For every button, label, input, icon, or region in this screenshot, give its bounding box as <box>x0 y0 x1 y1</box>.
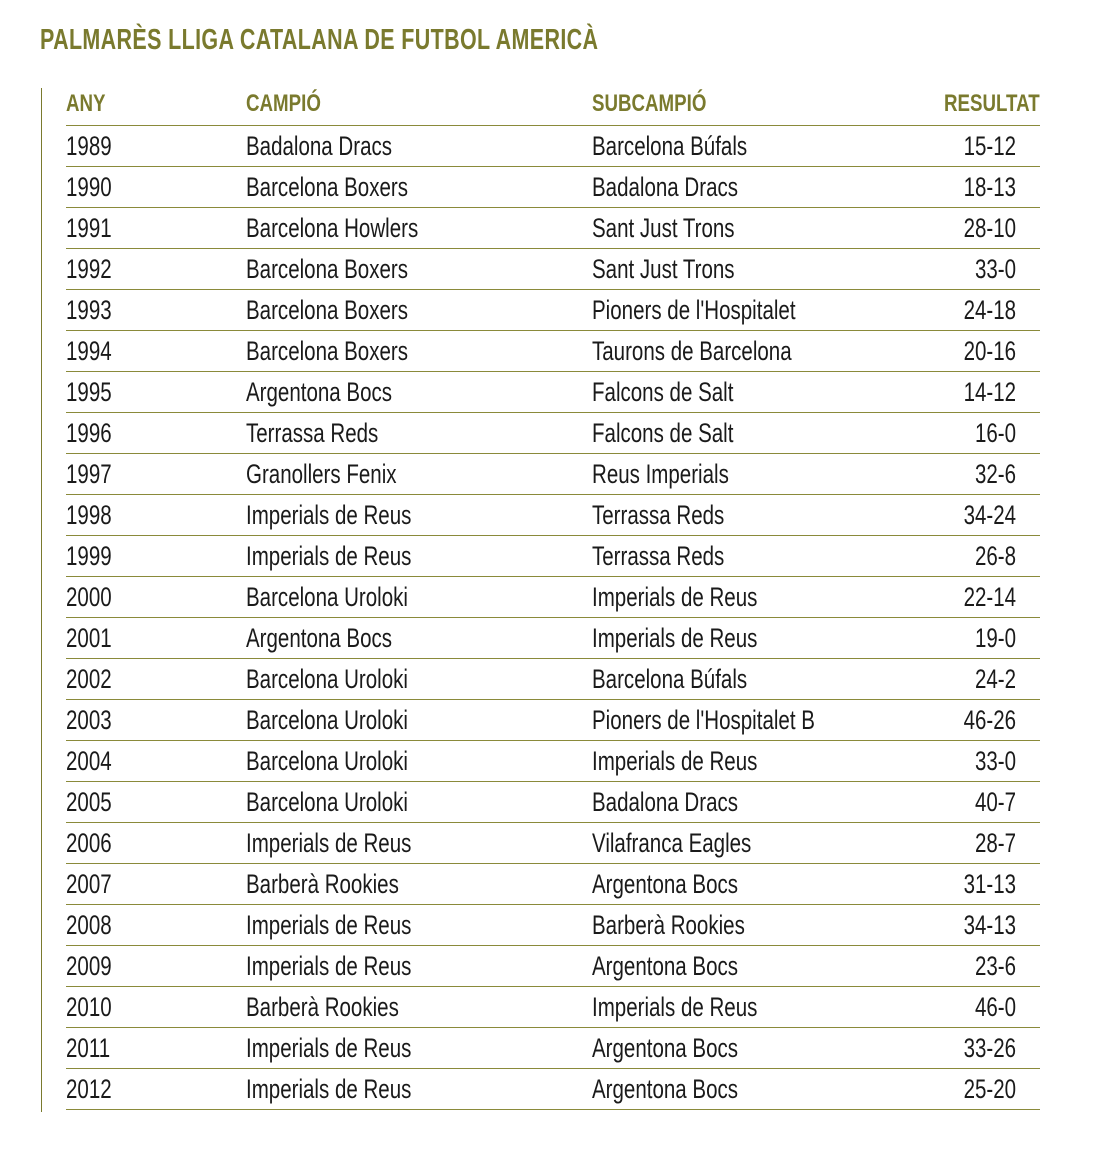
table-row <box>66 864 1040 905</box>
table-row <box>66 208 1040 249</box>
cell-resultat: 26-8 <box>974 540 1016 571</box>
cell-campio: Imperials de Reus <box>246 540 412 571</box>
cell-campio: Barcelona Uroloki <box>246 663 408 694</box>
cell-any: 2006 <box>66 827 112 858</box>
table-row <box>66 413 1040 454</box>
cell-campio: Barcelona Boxers <box>246 335 408 366</box>
cell-any: 2003 <box>66 704 112 735</box>
results-table <box>66 82 1040 1110</box>
cell-any: 2001 <box>66 622 112 653</box>
cell-any: 1999 <box>66 540 112 571</box>
cell-resultat: 33-26 <box>963 1032 1016 1063</box>
cell-subcampio: Terrassa Reds <box>592 540 725 571</box>
cell-any: 2010 <box>66 991 112 1022</box>
cell-any: 2005 <box>66 786 112 817</box>
cell-resultat: 24-18 <box>963 294 1016 325</box>
table-header <box>66 82 1040 126</box>
cell-any: 2007 <box>66 868 112 899</box>
cell-subcampio: Argentona Bocs <box>592 1032 739 1063</box>
cell-subcampio: Pioners de l'Hospitalet <box>592 294 796 325</box>
table-row <box>66 659 1040 700</box>
header-campio: CAMPIÓ <box>246 89 321 117</box>
cell-resultat: 28-7 <box>974 827 1016 858</box>
cell-campio: Barcelona Uroloki <box>246 704 408 735</box>
cell-subcampio: Imperials de Reus <box>592 745 758 776</box>
table-row <box>66 1069 1040 1110</box>
cell-resultat: 33-0 <box>974 745 1016 776</box>
cell-resultat: 34-13 <box>963 909 1016 940</box>
cell-campio: Barcelona Howlers <box>246 212 419 243</box>
cell-campio: Barcelona Uroloki <box>246 581 408 612</box>
cell-subcampio: Barcelona Búfals <box>592 663 748 694</box>
table-row <box>66 577 1040 618</box>
table-row <box>66 249 1040 290</box>
cell-campio: Terrassa Reds <box>246 417 379 448</box>
cell-campio: Imperials de Reus <box>246 950 412 981</box>
cell-resultat: 20-16 <box>963 335 1016 366</box>
cell-any: 1989 <box>66 130 112 161</box>
cell-campio: Imperials de Reus <box>246 909 412 940</box>
cell-any: 2012 <box>66 1073 112 1104</box>
table-row <box>66 618 1040 659</box>
cell-resultat: 19-0 <box>974 622 1016 653</box>
cell-campio: Imperials de Reus <box>246 1032 412 1063</box>
cell-subcampio: Falcons de Salt <box>592 417 734 448</box>
cell-subcampio: Reus Imperials <box>592 458 729 489</box>
cell-campio: Barcelona Boxers <box>246 253 408 284</box>
cell-resultat: 22-14 <box>963 581 1016 612</box>
cell-subcampio: Vilafranca Eagles <box>592 827 752 858</box>
cell-campio: Barcelona Uroloki <box>246 786 408 817</box>
cell-resultat: 34-24 <box>963 499 1016 530</box>
cell-campio: Barcelona Boxers <box>246 171 408 202</box>
cell-any: 1995 <box>66 376 112 407</box>
table-row <box>66 823 1040 864</box>
left-accent-rule <box>41 88 42 1112</box>
cell-resultat: 28-10 <box>963 212 1016 243</box>
cell-subcampio: Argentona Bocs <box>592 868 739 899</box>
cell-campio: Barberà Rookies <box>246 868 399 899</box>
cell-subcampio: Badalona Dracs <box>592 171 739 202</box>
cell-any: 1992 <box>66 253 112 284</box>
table-row <box>66 700 1040 741</box>
cell-subcampio: Argentona Bocs <box>592 950 739 981</box>
cell-resultat: 23-6 <box>974 950 1016 981</box>
cell-subcampio: Taurons de Barcelona <box>592 335 792 366</box>
cell-any: 1998 <box>66 499 112 530</box>
table-row <box>66 1028 1040 1069</box>
cell-subcampio: Badalona Dracs <box>592 786 739 817</box>
cell-resultat: 18-13 <box>963 171 1016 202</box>
cell-any: 1997 <box>66 458 112 489</box>
cell-resultat: 14-12 <box>963 376 1016 407</box>
cell-subcampio: Imperials de Reus <box>592 581 758 612</box>
table-row <box>66 454 1040 495</box>
header-resultat: RESULTAT <box>944 89 1040 117</box>
cell-subcampio: Imperials de Reus <box>592 991 758 1022</box>
cell-campio: Argentona Bocs <box>246 376 393 407</box>
cell-subcampio: Sant Just Trons <box>592 253 735 284</box>
table-row <box>66 126 1040 167</box>
cell-any: 1991 <box>66 212 112 243</box>
table-row <box>66 741 1040 782</box>
cell-subcampio: Falcons de Salt <box>592 376 734 407</box>
cell-subcampio: Barberà Rookies <box>592 909 745 940</box>
cell-any: 1996 <box>66 417 112 448</box>
cell-any: 2008 <box>66 909 112 940</box>
cell-resultat: 32-6 <box>974 458 1016 489</box>
cell-campio: Granollers Fenix <box>246 458 397 489</box>
cell-resultat: 31-13 <box>963 868 1016 899</box>
cell-resultat: 24-2 <box>974 663 1016 694</box>
cell-any: 2011 <box>66 1032 111 1063</box>
table-body <box>66 126 1040 1110</box>
cell-campio: Imperials de Reus <box>246 827 412 858</box>
table-row <box>66 987 1040 1028</box>
table-row <box>66 331 1040 372</box>
cell-subcampio: Terrassa Reds <box>592 499 725 530</box>
header-subcampio: SUBCAMPIÓ <box>592 89 707 117</box>
page-title: PALMARÈS LLIGA CATALANA DE FUTBOL AMERICÀ <box>40 24 599 56</box>
cell-resultat: 15-12 <box>963 130 1016 161</box>
cell-campio: Barcelona Boxers <box>246 294 408 325</box>
cell-resultat: 33-0 <box>974 253 1016 284</box>
cell-any: 2000 <box>66 581 112 612</box>
cell-any: 1993 <box>66 294 112 325</box>
cell-any: 2004 <box>66 745 112 776</box>
table-row <box>66 536 1040 577</box>
cell-resultat: 46-26 <box>963 704 1016 735</box>
cell-any: 1990 <box>66 171 112 202</box>
cell-resultat: 25-20 <box>963 1073 1016 1104</box>
table-row <box>66 290 1040 331</box>
cell-campio: Barberà Rookies <box>246 991 399 1022</box>
cell-subcampio: Argentona Bocs <box>592 1073 739 1104</box>
header-any: ANY <box>66 89 106 117</box>
cell-resultat: 46-0 <box>974 991 1016 1022</box>
cell-subcampio: Pioners de l'Hospitalet B <box>592 704 815 735</box>
cell-any: 1994 <box>66 335 112 366</box>
cell-subcampio: Imperials de Reus <box>592 622 758 653</box>
table-row <box>66 782 1040 823</box>
cell-campio: Badalona Dracs <box>246 130 393 161</box>
table-row <box>66 946 1040 987</box>
table-row <box>66 372 1040 413</box>
cell-campio: Argentona Bocs <box>246 622 393 653</box>
cell-resultat: 16-0 <box>974 417 1016 448</box>
cell-any: 2002 <box>66 663 112 694</box>
table-row <box>66 495 1040 536</box>
cell-any: 2009 <box>66 950 112 981</box>
cell-subcampio: Sant Just Trons <box>592 212 735 243</box>
cell-resultat: 40-7 <box>974 786 1016 817</box>
cell-campio: Imperials de Reus <box>246 1073 412 1104</box>
cell-subcampio: Barcelona Búfals <box>592 130 748 161</box>
table-row <box>66 167 1040 208</box>
cell-campio: Barcelona Uroloki <box>246 745 408 776</box>
table-row <box>66 905 1040 946</box>
cell-campio: Imperials de Reus <box>246 499 412 530</box>
